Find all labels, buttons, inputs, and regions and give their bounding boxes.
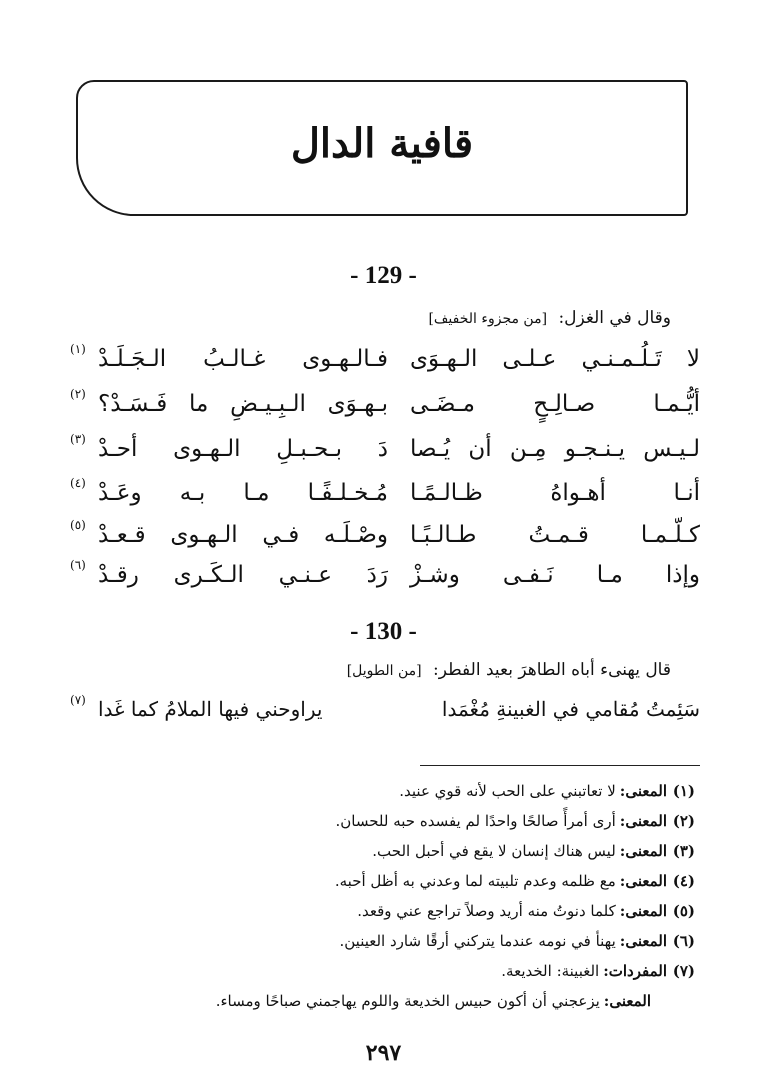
footnote-ref: (١) xyxy=(70,342,86,356)
poem-intro xyxy=(347,660,671,680)
verse-first-hemistich: لـيـس يـنـجـو مِـن أن يُـصا xyxy=(410,436,700,462)
footnote-label: المعنى: xyxy=(619,932,667,950)
footnote-number: (٦) xyxy=(672,932,695,950)
verse-line xyxy=(70,518,700,562)
verse-line xyxy=(70,476,700,520)
footnote-number: (٧) xyxy=(672,962,695,980)
footnote-text: كلما دنوتُ منه أريد وصلاً تراجع عني وقعد. xyxy=(357,902,616,920)
footnote xyxy=(135,986,695,1016)
footnote-text: لا تعاتبني على الحب لأنه قوي عنيد. xyxy=(399,782,616,800)
footnote-label: المعنى: xyxy=(619,902,667,920)
verse-first-hemistich: أيُّـمـا صـالِـحٍ مـضَـى xyxy=(410,391,700,417)
footnote-number: (٣) xyxy=(672,842,695,860)
footnote-label: المعنى: xyxy=(619,872,667,890)
footnotes xyxy=(135,776,695,1016)
footnote-label: المعنى: xyxy=(603,992,651,1010)
footnote-ref: (٣) xyxy=(70,432,86,446)
footnote xyxy=(135,776,695,806)
footnote-text: ليس هناك إنسان لا يقع في أحبل الحب. xyxy=(372,842,616,860)
verse-first-hemistich: سَئِمتُ مُقامي في الغبينةِ مُغْمَدا xyxy=(441,697,700,721)
verse-line xyxy=(70,432,700,476)
verse-second-hemistich: بـهـوَى الـبِـيـضِ ما فَـسَـدْ؟ xyxy=(98,391,388,417)
footnote-ref: (٧) xyxy=(70,693,86,707)
footnote-text: أرى أمرأً صالحًا واحدًا لم يفسده حبه للحسان. xyxy=(335,812,616,830)
page-number: ٢٩٧ xyxy=(365,1040,402,1066)
verse-line xyxy=(70,693,700,737)
verse-second-hemistich: فـالـهـوى غـالـبُ الـجَـلَـدْ xyxy=(98,346,388,372)
poem-intro xyxy=(428,308,671,328)
intro-text: وقال في الغزل: xyxy=(558,308,671,328)
verse-second-hemistich: وصْـلَـه فـي الـهـوى قـعـدْ xyxy=(98,522,388,548)
footnote-ref: (٢) xyxy=(70,387,86,401)
footnote xyxy=(135,956,695,986)
verse-second-hemistich: مُـخـلـفًـا مـا بـه وعَـدْ xyxy=(98,480,388,506)
verse-line xyxy=(70,342,700,386)
footnote-ref: (٤) xyxy=(70,476,86,490)
poem-number: - 130 - xyxy=(350,618,417,645)
footnote-divider xyxy=(420,765,700,766)
footnote xyxy=(135,896,695,926)
footnote-label: المفردات: xyxy=(603,962,667,980)
footnote xyxy=(135,866,695,896)
poem-number: - 129 - xyxy=(350,262,417,289)
verse-line xyxy=(70,387,700,431)
chapter-title: قافية الدال xyxy=(290,120,474,167)
footnote-number: (١) xyxy=(672,782,695,800)
footnote-text: يزعجني أن أكون حبيس الخديعة واللوم يهاجمني صباحًا ومساء. xyxy=(215,992,600,1010)
verse-line xyxy=(70,558,700,602)
footnote-number: (٢) xyxy=(672,812,695,830)
footnote-text: مع ظلمه وعدم تلبيته لما وعدني به أظل أحبه. xyxy=(334,872,616,890)
footnote-label: المعنى: xyxy=(619,812,667,830)
footnote xyxy=(135,806,695,836)
footnote-text: الغبينة: الخديعة. xyxy=(501,962,600,980)
meter-label: [من مجزوء الخفيف] xyxy=(428,311,548,327)
verse-first-hemistich: كـلّـمـا قـمـتُ طـالـبًـا xyxy=(410,522,700,548)
verse-first-hemistich: أنـا أهـواهُ ظـالـمًـا xyxy=(410,480,700,506)
footnote-text: يهنأ في نومه عندما يتركني أرقًا شارد العينين. xyxy=(339,932,616,950)
verse-second-hemistich: يراوحني فيها الملامُ كما غَدا xyxy=(98,697,323,721)
footnote-number: (٥) xyxy=(672,902,695,920)
verse-second-hemistich: رَدَ عـنـي الـكَـرى رقـدْ xyxy=(98,562,388,588)
footnote-ref: (٥) xyxy=(70,518,86,532)
verse-first-hemistich: وإذا مـا نَـفـى وشـزْ xyxy=(410,562,700,588)
footnote-label: المعنى: xyxy=(619,842,667,860)
footnote xyxy=(135,836,695,866)
footnote xyxy=(135,926,695,956)
footnote-number: (٤) xyxy=(672,872,695,890)
verse-second-hemistich: دَ بـحـبـلِ الـهـوى أحـدْ xyxy=(98,436,388,462)
intro-text: قال يهنىء أباه الطاهرَ بعيد الفطر: xyxy=(433,660,671,680)
footnote-ref: (٦) xyxy=(70,558,86,572)
footnote-label: المعنى: xyxy=(619,782,667,800)
chapter-title-frame xyxy=(76,80,688,216)
verse-first-hemistich: لا تَـلُـمـنـي عـلـى الـهـوَى xyxy=(410,346,700,372)
meter-label: [من الطويل] xyxy=(346,663,422,679)
